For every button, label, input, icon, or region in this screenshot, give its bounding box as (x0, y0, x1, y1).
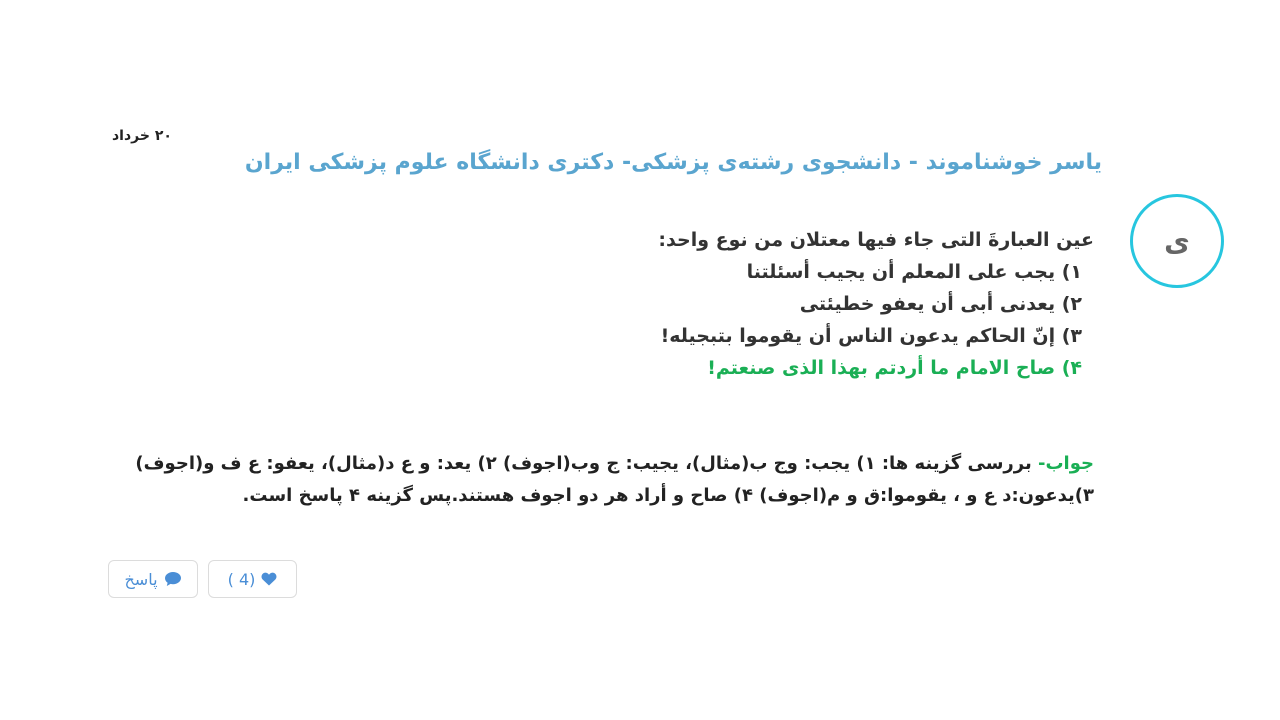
reply-button[interactable] (108, 560, 198, 598)
post-actions (108, 560, 297, 598)
like-button[interactable] (208, 560, 297, 598)
like-count: ( 4) (227, 569, 256, 589)
post-date: ۲۰ خرداد (112, 128, 172, 144)
comment-icon (164, 571, 182, 587)
heart-icon (261, 572, 277, 586)
answer-text: بررسی گزینه ها: ۱) یجب: وج ب(مثال)، یجیب: ج وب(اجوف) ۲) یعد: و ع د(مثال)، یعفو: ع ف و(اجوف) ۳)یدعون:د ع و ، یقوموا:ق و م(اجوف) ۴) صاح و أراد هر دو اجوف هستند.پس گزینه ۴ پاسخ است. (135, 453, 1094, 506)
option-3: ۳) إنّ الحاکم یدعون الناس أن یقوموا بتبجیله! (660, 325, 1082, 347)
answer-block (109, 448, 1094, 512)
avatar-letter: ی (1164, 224, 1190, 258)
option-4-correct: ۴) صاح الامام ما أردتم بهذا الذی صنعتم! (707, 357, 1082, 379)
option-2: ۲) یعدنی أبی أن یعفو خطیئتی (799, 293, 1082, 315)
avatar[interactable] (1130, 194, 1224, 288)
question-prompt: عین العبارةَ التی جاء فیها معتلان من نوع واحد: (658, 229, 1094, 251)
answer-label: جواب- (1038, 453, 1094, 474)
question-block (658, 224, 1094, 384)
author-name[interactable]: یاسر خوشناموند - دانشجوی رشته‌ی پزشکی- دکتری دانشگاه علوم پزشکی ایران (244, 150, 1102, 175)
option-1: ۱) یجب علی المعلم أن یجیب أسئلتنا (746, 261, 1082, 283)
reply-label: پاسخ (124, 569, 158, 589)
